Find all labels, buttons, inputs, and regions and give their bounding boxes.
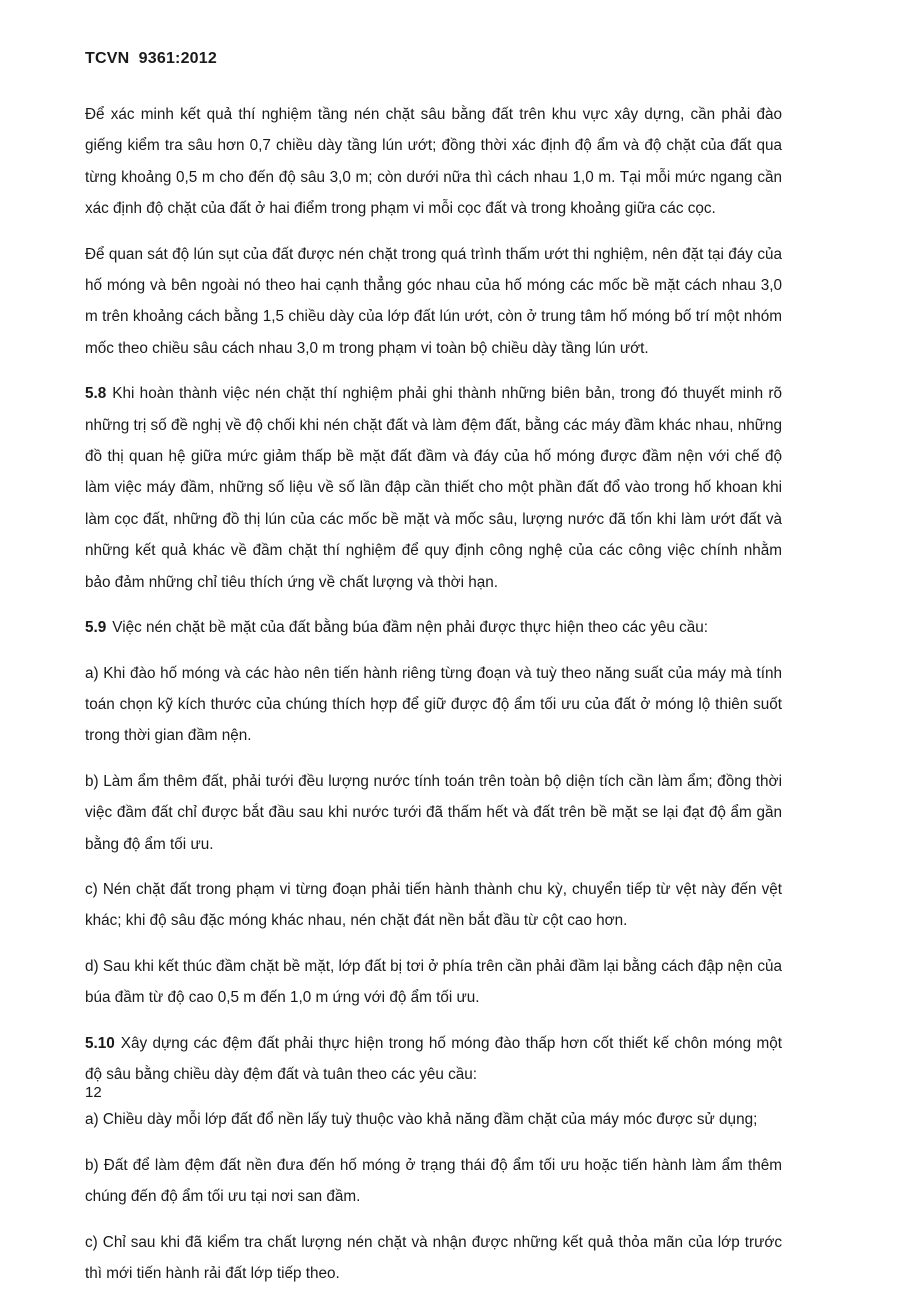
- list-item: [85, 1104, 782, 1135]
- list-item: [85, 1227, 782, 1290]
- section-number: 5.9: [85, 619, 107, 637]
- section-number: 5.8: [85, 385, 107, 403]
- list-item: [85, 951, 782, 1014]
- list-item: [85, 1150, 782, 1213]
- paragraph: [85, 99, 782, 225]
- paragraph-text: c) Chỉ sau khi đã kiểm tra chất lượng nén chặt và nhận được những kết quả thỏa mãn của lớp trước thì mới tiến hành rải đất lớp tiếp theo.: [85, 1233, 782, 1282]
- section-5-8: [85, 378, 782, 598]
- section-number: 5.10: [85, 1034, 115, 1052]
- paragraph-text: a) Khi đào hố móng và các hào nên tiến hành riêng từng đoạn và tuỳ theo năng suất của máy mà tính toán chọn kỹ kích thước của chúng thích hợp để giữ được độ ẩm tối ưu của đất ở móng lộ thiên suốt trong thời gian đầm nện.: [85, 664, 782, 745]
- paragraph-text: Để quan sát độ lún sụt của đất được nén chặt trong quá trình thấm ướt thi nghiệm, nên đặt tại đáy của hố móng và bên ngoài nó theo hai cạnh thẳng góc nhau của hố móng các mốc bề mặt cách nhau 3,0 m trên khoảng cách bằng 1,5 chiều dày của lớp đất lún ướt, còn ở trung tâm hố móng bố trí một nhóm mốc theo chiều sâu cách nhau 3,0 m trong phạm vi toàn bộ chiều dày tầng lún ướt.: [85, 245, 782, 357]
- section-5-9: [85, 612, 782, 643]
- document-body: [85, 99, 782, 1303]
- list-item: [85, 766, 782, 860]
- paragraph-text: Để xác minh kết quả thí nghiệm tầng nén chặt sâu bằng đất trên khu vực xây dựng, cần phải đào giếng kiểm tra sâu hơn 0,7 chiều dày tầng lún ướt; đồng thời xác định độ ẩm và độ chặt của đất qua từng khoảng 0,5 m cho đến độ sâu 3,0 m; còn dưới nữa thì cách nhau 1,0 m. Tại mỗi mức ngang cần xác định độ chặt của đất ở hai điểm trong phạm vi mỗi cọc đất và trong khoảng giữa các cọc.: [85, 106, 782, 218]
- paragraph-text: a) Chiều dày mỗi lớp đất đổ nền lấy tuỳ thuộc vào khả năng đầm chặt của máy móc được sử dụng;: [85, 1111, 758, 1129]
- page-number: 12: [85, 1084, 102, 1101]
- section-5-10: [85, 1028, 782, 1091]
- paragraph-text: Việc nén chặt bề mặt của đất bằng búa đầm nện phải được thực hiện theo các yêu cầu:: [112, 619, 709, 637]
- paragraph-text: Xây dựng các đệm đất phải thực hiện trong hố móng đào thấp hơn cốt thiết kế chôn móng một độ sâu bằng chiều dày đệm đất và tuân theo các yêu cầu:: [85, 1034, 782, 1083]
- paragraph-text: c) Nén chặt đất trong phạm vi từng đoạn phải tiến hành thành chu kỳ, chuyển tiếp từ vệt này đến vệt khác; khi độ sâu đặc móng khác nhau, nén chặt đát nền bắt đầu từ cột cao hơn.: [85, 880, 782, 930]
- list-item: [85, 874, 782, 937]
- paragraph-text: Khi hoàn thành việc nén chặt thí nghiệm phải ghi thành những biên bản, trong đó thuyết minh rõ những trị số đề nghị về độ chối khi nén chặt đất và làm đệm đất, bằng các máy đầm khác nhau, những đồ thị quan hệ giữa mức giảm thấp bề mặt đất đầm và đáy của hố móng được đầm nện với chế độ làm việc máy đầm, những số liệu về số lần đập cần thiết cho một phần đất đổ vào trong hố khoan khi làm cọc đất, những đồ thị lún của các mốc bề mặt và mốc sâu, lượng nước đã tốn khi làm ướt đất và những kết quả khác về đầm chặt thí nghiệm để quy định công nghệ của các công việc chính nhằm bảo đảm những chỉ tiêu thích ứng về chất lượng và thời hạn.: [85, 385, 782, 591]
- paragraph: [85, 239, 782, 365]
- list-item: [85, 658, 782, 752]
- paragraph-text: b) Làm ẩm thêm đất, phải tưới đều lượng nước tính toán trên toàn bộ diện tích cần làm ẩm; đồng thời việc đầm đất chỉ được bắt đầu sau khi nước tưới đã thấm hết và đất trên bề mặt se lại đạt độ ẩm gần bằng độ ẩm tối ưu.: [85, 772, 782, 853]
- document-header: TCVN 9361:2012: [85, 50, 217, 67]
- paragraph-text: d) Sau khi kết thúc đầm chặt bề mặt, lớp đất bị tơi ở phía trên cần phải đầm lại bằng cách đập nện của búa đầm từ độ cao 0,5 m đến 1,0 m ứng với độ ẩm tối ưu.: [85, 957, 782, 1007]
- paragraph-text: b) Đất để làm đệm đất nền đưa đến hố móng ở trạng thái độ ẩm tối ưu hoặc tiến hành làm ẩm thêm chúng đến độ ẩm tối ưu tại nơi san đầm.: [85, 1156, 782, 1206]
